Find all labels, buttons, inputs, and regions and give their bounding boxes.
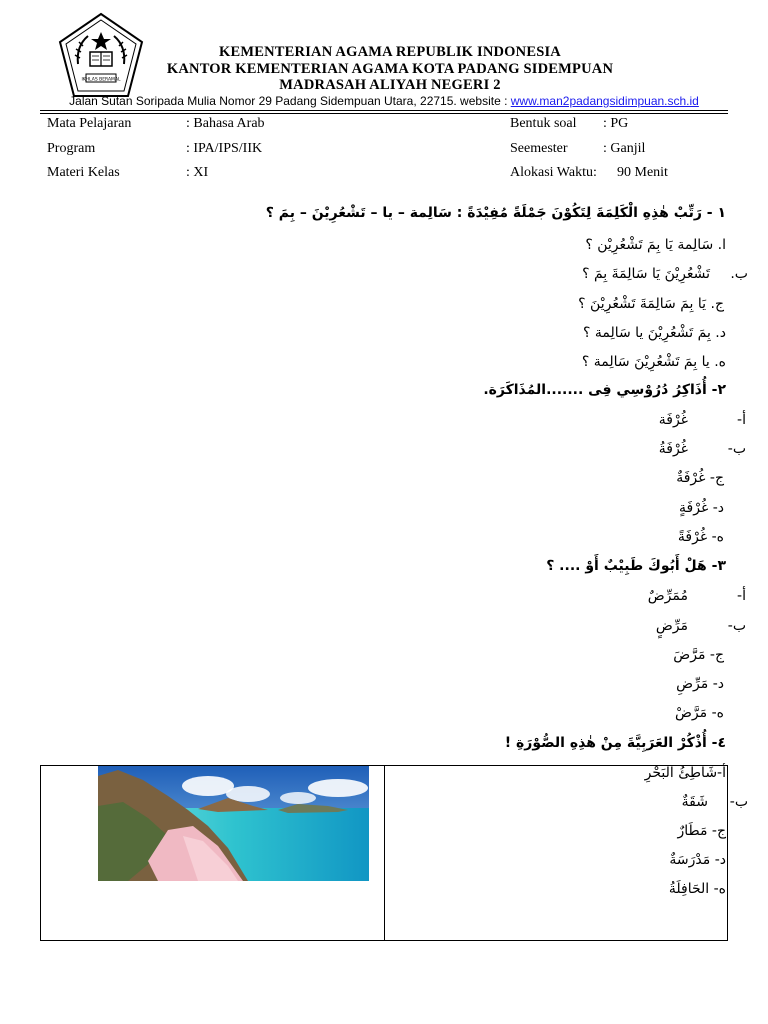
q3-prompt: ٣- هَلْ أَبُوكَ طَبِيْبٌ أَوْ .... ؟ — [546, 558, 726, 574]
q4-option-a: أ-شَاطِئُ البَحْرِ — [644, 765, 726, 781]
q1-prompt: ١ - رَتِّبْ هٰذِهِ الْكَلِمَةَ لِتَكُوْنَ جَمْلَةً مُفِيْدَةً : سَالِمة – يا – تَشْعُرِيْنَ – بِمَ ؟ — [265, 205, 726, 221]
subject-value: : Bahasa Arab — [186, 116, 265, 131]
q2-option-a-letter: أ- — [737, 412, 746, 428]
q1-option-c: ج. يَا بِمَ سَالِمَةَ تَشْعُرِيْنَ ؟ — [578, 296, 724, 312]
q4-option-e: ه- الحَافِلَةُ — [668, 881, 726, 897]
q3-option-c: ج- مَرَّضَ — [673, 647, 724, 663]
svg-text:IKHLAS BERAMAL: IKHLAS BERAMAL — [81, 77, 121, 83]
subject-label: Mata Pelajaran — [47, 116, 132, 131]
header-divider-2 — [40, 113, 728, 114]
form-label: Bentuk soal — [510, 116, 577, 131]
q1-option-b-letter: ب. — [730, 266, 748, 282]
q3-option-d: د- مَرِّضِ — [676, 676, 724, 692]
q2-option-c: ج- غُرْفَةٌ — [676, 470, 724, 486]
q3-option-a: مُمَرِّضٌ — [647, 588, 688, 604]
q2-option-a: غُرْفَة — [658, 412, 688, 428]
q2-option-e: ه- غُرْفَةً — [677, 529, 724, 545]
q3-option-b-letter: ب- — [727, 618, 746, 634]
semester-label: Seemester — [510, 141, 568, 156]
form-value: : PG — [603, 116, 629, 131]
beach-photo — [98, 766, 369, 881]
q1-option-b: تَشْعُرِيْنَ يَا سَالِمَةَ بِمَ ؟ — [582, 266, 710, 282]
header-address: Jalan Sutan Soripada Mulia Nomor 29 Padang Sidempuan Utara, 22715. website : www.man2padangsidimpuan.sch.id — [69, 94, 699, 108]
q2-option-b-letter: ب- — [727, 441, 746, 457]
header-divider — [40, 110, 728, 111]
header-school: MADRASAH ALIYAH NEGERI 2 — [279, 77, 501, 93]
q4-table-divider — [384, 765, 385, 941]
q4-prompt: ٤- أُذْكُرْ العَرَبِيَّةَ مِنْ هٰذِهِ الصُّوْرَةِ ! — [504, 735, 726, 751]
q4-option-b: شَقَةٌ — [681, 794, 708, 810]
class-label: Materi Kelas — [47, 165, 120, 180]
time-value: 90 Menit — [617, 165, 668, 180]
q2-option-d: د- غُرْفَةٍ — [679, 500, 724, 516]
header-ministry: KEMENTERIAN AGAMA REPUBLIK INDONESIA — [219, 44, 561, 60]
q3-option-e: ه- مَرَّضْ — [675, 705, 724, 721]
header-office: KANTOR KEMENTERIAN AGAMA KOTA PADANG SIDEMPUAN — [166, 61, 614, 77]
madrasah-logo — [56, 12, 146, 98]
program-label: Program — [47, 141, 96, 156]
q1-option-a: ا. سَالِمة يَا بِمَ تَشْعُرِيْن ؟ — [585, 237, 726, 253]
q4-option-b-letter: ب- — [729, 794, 748, 810]
q2-prompt: ٢- أُذَاكِرُ دُرُوْسِي فِى .......المُذَاكَرَة. — [483, 382, 726, 398]
time-label: Alokasi Waktu: — [510, 165, 597, 180]
q3-option-b: مَرِّضٍ — [655, 618, 688, 634]
class-value: : XI — [186, 165, 209, 180]
website-link[interactable]: www.man2padangsidimpuan.sch.id — [510, 94, 699, 108]
q3-option-a-letter: أ- — [737, 588, 746, 604]
q2-option-b: غُرْفَةُ — [658, 441, 688, 457]
q1-option-e: ه. يا بِمَ تَشْعُرِيْنَ سَالِمة ؟ — [581, 354, 726, 370]
q1-option-d: د. بِمَ تَشْعُرِيْنَ يا سَالِمة ؟ — [582, 325, 726, 341]
q4-option-c: ج- مَطَارٌ — [677, 823, 726, 839]
semester-value: : Ganjil — [603, 141, 646, 156]
q4-option-d: د- مَدْرَسَةٌ — [669, 852, 726, 868]
program-value: : IPA/IPS/IIK — [186, 141, 263, 156]
